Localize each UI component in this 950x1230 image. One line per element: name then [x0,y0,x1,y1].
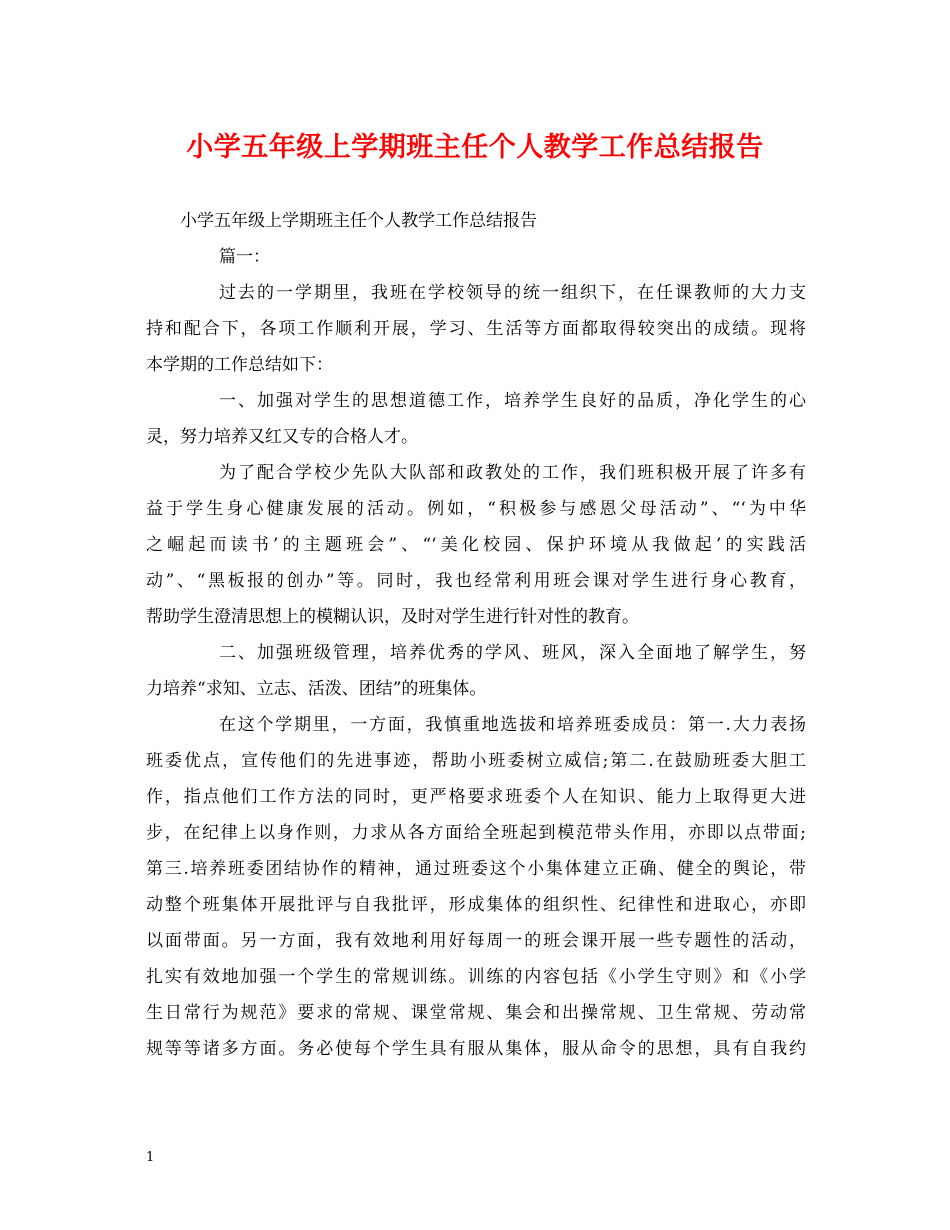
paragraph-line: 班委优点，宣传他们的先进事迹，帮助小班委树立威信;第二.在鼓励班委大胆工 [146,751,806,771]
paragraph-line: 步，在纪律上以身作则，力求从各方面给全班起到模范带头作用，亦即以点带面; [146,823,806,843]
paragraph-line: 持和配合下，各项工作顺利开展，学习、生活等方面都取得较突出的成绩。现将 [146,319,806,339]
paragraph-line: 以面带面。另一方面，我有效地利用好每周一的班会课开展一些专题性的活动， [146,931,806,951]
paragraph-line: 益于学生身心健康发展的活动。例如，“积极参与感恩父母活动”、“‘为中华 [146,499,806,519]
paragraph-line: 力培养“求知、立志、活泼、团结”的班集体。 [146,679,487,699]
page-number: 1 [146,1150,155,1165]
paragraph-line: 作，指点他们工作方法的同时，更严格要求班委个人在知识、能力上取得更大进 [146,787,806,807]
paragraph-line: 帮助学生澄清思想上的模糊认识，及时对学生进行针对性的教育。 [146,607,639,627]
paragraph-line: 规等等诸多方面。务必使每个学生具有服从集体，服从命令的思想，具有自我约 [146,1039,806,1059]
document-body [146,203,806,1067]
paragraph-line: 动整个班集体开展批评与自我批评，形成集体的组织性、纪律性和进取心，亦即 [146,895,806,915]
paragraph-line: 灵，努力培养又红又专的合格人才。 [146,427,418,447]
section-label: 篇一： [219,247,270,267]
document-title: 小学五年级上学期班主任个人教学工作总结报告 [186,132,764,163]
paragraph-line: 本学期的工作总结如下： [146,355,333,375]
paragraph-line: 一、加强对学生的思想道德工作，培养学生良好的品质，净化学生的心 [219,391,806,411]
paragraph-line: 过去的一学期里，我班在学校领导的统一组织下，在任课教师的大力支 [219,283,806,303]
paragraph-line: 动”、“黑板报的创办”等。同时，我也经常利用班会课对学生进行身心教育， [146,571,806,591]
paragraph-line: 扎实有效地加强一个学生的常规训练。训练的内容包括《小学生守则》和《小学 [146,967,806,987]
paragraph-line: 二、加强班级管理，培养优秀的学风、班风，深入全面地了解学生，努 [219,643,806,663]
paragraph-line: 为了配合学校少先队大队部和政教处的工作，我们班积极开展了许多有 [219,463,806,483]
subtitle-line: 小学五年级上学期班主任个人教学工作总结报告 [180,211,537,231]
paragraph-line: 在这个学期里，一方面，我慎重地选拔和培养班委成员：第一.大力表扬 [219,715,806,735]
paragraph-line: 生日常行为规范》要求的常规、课堂常规、集会和出操常规、卫生常规、劳动常 [146,1003,806,1023]
paragraph-line: 第三.培养班委团结协作的精神，通过班委这个小集体建立正确、健全的舆论，带 [146,859,806,879]
paragraph-line: 之崛起而读书’的主题班会”、“‘美化校园、保护环境从我做起’的实践活 [146,535,806,555]
